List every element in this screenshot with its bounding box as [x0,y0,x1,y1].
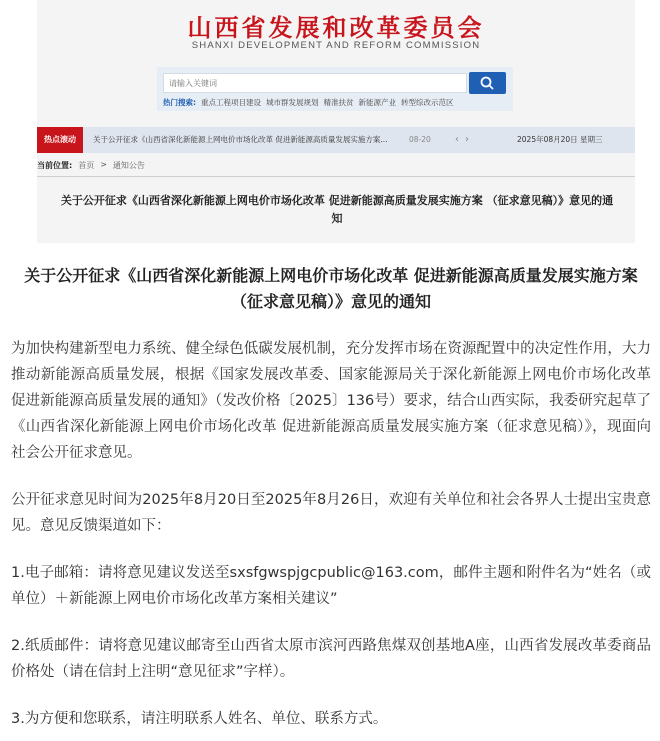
news-ticker-nav [455,127,469,153]
news-ticker-tag: 热点滚动 [37,127,83,153]
current-date: 2025年08月20日 星期三 [517,135,603,144]
chevron-right-icon[interactable]: › [465,134,469,145]
site-title: 山西省发展和改革委员会 [187,13,485,42]
search-input[interactable] [163,73,467,93]
news-ticker-headline[interactable]: 关于公开征求《山西省深化新能源上网电价市场化改革 促进新能源高质量发展实施方案... [93,135,388,144]
hot-search-link[interactable]: 转型综改示范区 [401,98,454,107]
article-paragraph: 1.电子邮箱：请将意见建议发送至sxsfgwspjgcpublic@163.com，邮件主题和附件名为“姓名（或单位）＋新能源上网电价市场化改革方案相关建议” [11,565,651,607]
article-paragraph: 2.纸质邮件：请将意见建议邮寄至山西省太原市滨河西路焦煤双创基地A座，山西省发展改革委商品价格处（请在信封上注明“意见征求”字样）。 [11,638,651,680]
breadcrumb-separator: > [100,160,107,169]
search-button[interactable] [469,72,506,94]
hot-search-link[interactable]: 新能源产业 [358,98,396,107]
article-paragraph: 公开征求意见时间为2025年8月20日至2025年8月26日，欢迎有关单位和社会各界人士提出宝贵意见。意见反馈渠道如下： [11,492,651,534]
hot-search-link[interactable]: 重点工程项目建设 [201,98,261,107]
search-icon [469,72,506,94]
article-paragraph: 3.为方便和您联系，请注明联系人姓名、单位、联系方式。 [11,711,388,727]
news-ticker-date: 08-20 [409,135,431,144]
website-screenshot [37,0,635,243]
divider [37,176,635,177]
article [11,263,651,732]
breadcrumb-label: 当前位置: [37,161,73,170]
breadcrumb-home[interactable]: 首页 [78,161,95,170]
breadcrumb [37,160,145,171]
hot-search-label: 热门搜索: [163,98,196,107]
search-box [157,67,513,111]
chevron-left-icon[interactable]: ‹ [455,134,459,145]
hot-search-link[interactable]: 城市群发展规划 [266,98,319,107]
site-subtitle: SHANXI DEVELOPMENT AND REFORM COMMISSION [191,40,481,51]
article-paragraph: 为加快构建新型电力系统、健全绿色低碳发展机制，充分发挥市场在资源配置中的决定性作用，大力推动新能源高质量发展，根据《国家发展改革委、国家能源局关于深化新能源上网电价市场化改革 促进新能源高质量发展的通知》（发改价格〔2025〕136号）要求，结合山西实际，我委研究起草了《山西省深化新能源上网电价市场化改革 促进新能源高质量发展实施方案（征求意见稿）》，现面向社会公开征求意见。 [11,341,651,461]
breadcrumb-section[interactable]: 通知公告 [112,161,145,170]
hot-search-link[interactable]: 精准扶贫 [323,98,354,107]
notice-heading: 关于公开征求《山西省深化新能源上网电价市场化改革 促进新能源高质量发展实施方案 （征求意见稿）》意见的通知 [60,194,614,225]
hot-search-row [163,97,454,108]
article-title: 关于公开征求《山西省深化新能源上网电价市场化改革 促进新能源高质量发展实施方案（征求意见稿）》意见的通知 [24,266,638,311]
news-ticker [37,127,635,153]
